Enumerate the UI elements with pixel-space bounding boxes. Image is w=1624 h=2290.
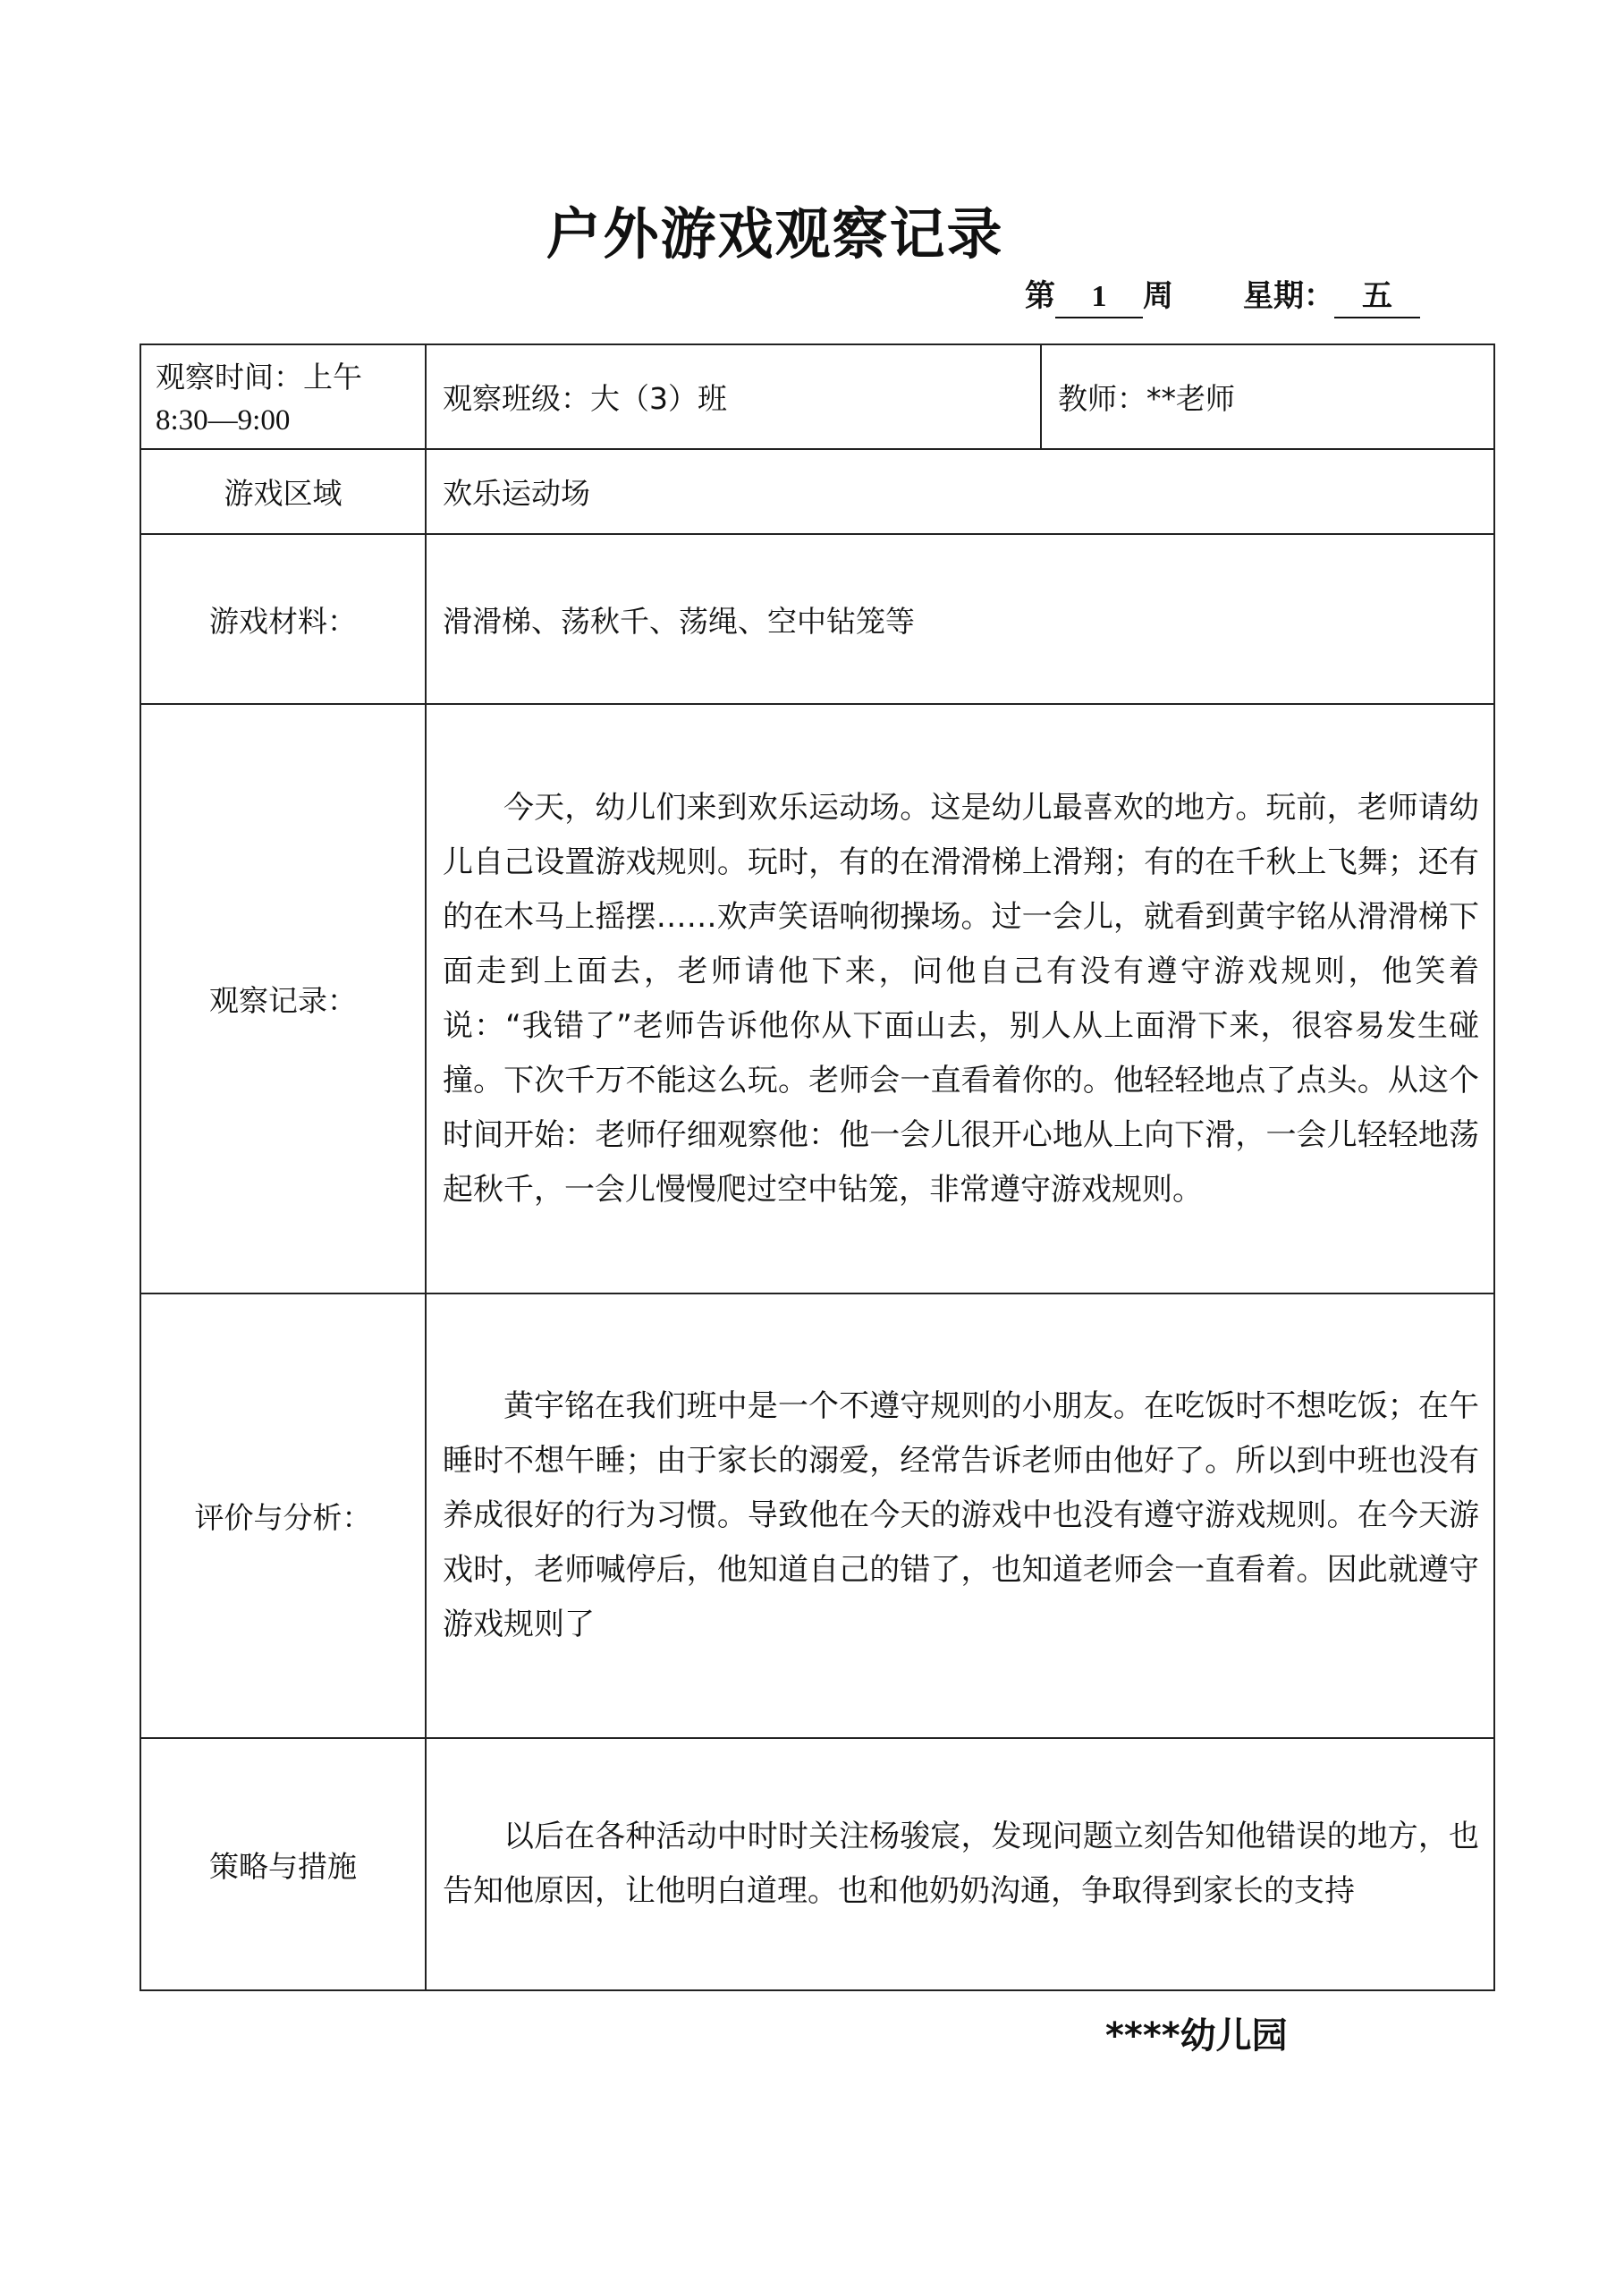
observation-class: 观察班级：大（3）班 — [426, 344, 1041, 449]
document-title: 户外游戏观察记录 — [546, 201, 1004, 267]
record-row — [140, 704, 1494, 1293]
record-cell — [426, 704, 1494, 1293]
materials-label: 游戏材料： — [140, 534, 426, 704]
analysis-cell — [426, 1293, 1494, 1738]
week-number: 1 — [1055, 277, 1143, 318]
materials-value: 滑滑梯、荡秋千、荡绳、空中钻笼等 — [426, 534, 1494, 704]
weekday-value: 五 — [1334, 277, 1420, 318]
header-row — [140, 344, 1494, 449]
week-unit: 周 — [1143, 278, 1173, 314]
school-name: ****幼儿园 — [1105, 2015, 1288, 2057]
observation-time-range: 8:30—9:00 — [156, 403, 291, 437]
week-prefix: 第 — [1025, 278, 1055, 314]
materials-row — [140, 534, 1494, 704]
area-row — [140, 449, 1494, 534]
area-value: 欢乐运动场 — [426, 449, 1494, 534]
strategy-text: 以后在各种活动中时时关注杨骏宸，发现问题立刻告知他错误的地方，也告知他原因，让他明白道理。也和他奶奶沟通，争取得到家长的支持 — [443, 1819, 1479, 1909]
record-label: 观察记录： — [140, 704, 426, 1293]
area-label: 游戏区域 — [140, 449, 426, 534]
record-text: 今天，幼儿们来到欢乐运动场。这是幼儿最喜欢的地方。玩前，老师请幼儿自己设置游戏规则。玩时，有的在滑滑梯上滑翔；有的在千秋上飞舞；还有的在木马上摇摆……欢声笑语响彻操场。过一会儿，就看到黄宇铭从滑滑梯下面走到上面去，老师请他下来，问他自己有没有遵守游戏规则，他笑着说：“我错了”老师告诉他你从下面山去，别人从上面滑下来，很容易发生碰撞。下次千万不能这么玩。老师会一直看着你的。他轻轻地点了点头。从这个时间开始：老师仔细观察他：他一会儿很开心地从上向下滑，一会儿轻轻地荡起秋千，一会儿慢慢爬过空中钻笼，非常遵守游戏规则。 — [443, 789, 1479, 1208]
weekday-label: 星期： — [1243, 278, 1334, 314]
analysis-text: 黄宇铭在我们班中是一个不遵守规则的小朋友。在吃饭时不想吃饭；在午睡时不想午睡；由于家长的溺爱，经常告诉老师由他好了。所以到中班也没有养成很好的行为习惯。导致他在今天的游戏中也没有遵守游戏规则。在今天游戏时，老师喊停后，他知道自己的错了，也知道老师会一直看着。因此就遵守游戏规则了 — [443, 1388, 1479, 1642]
observation-time-label: 观察时间：上午 — [156, 359, 362, 394]
analysis-label: 评价与分析： — [140, 1293, 426, 1738]
analysis-row — [140, 1293, 1494, 1738]
teacher: 教师：**老师 — [1041, 344, 1494, 449]
strategy-label: 策略与措施 — [140, 1738, 426, 1990]
strategy-cell — [426, 1738, 1494, 1990]
observation-time-cell — [140, 344, 426, 449]
week-line — [1025, 274, 1420, 318]
observation-table — [140, 344, 1495, 1991]
strategy-row — [140, 1738, 1494, 1990]
